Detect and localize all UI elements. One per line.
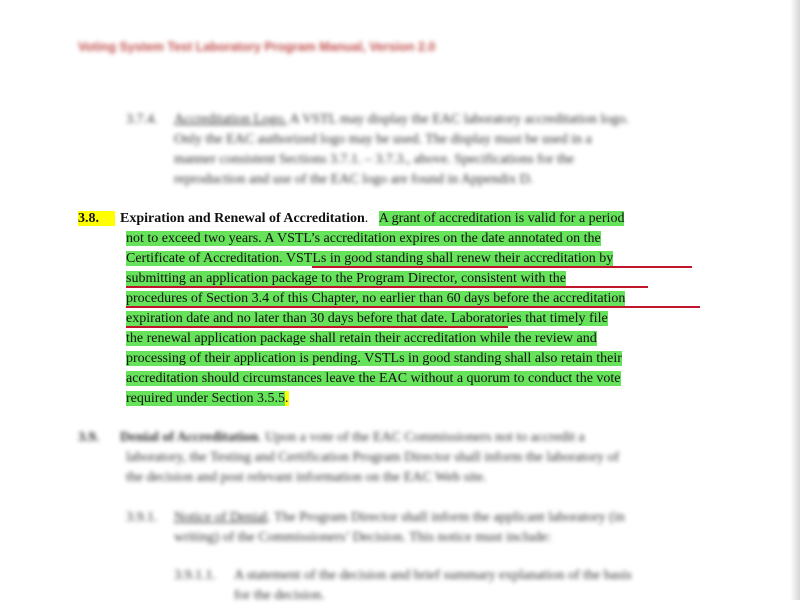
section-line (174, 110, 629, 130)
highlight-yellow: . (285, 391, 289, 406)
section-title: Accreditation Logo. (174, 112, 287, 127)
section-line: reproduction and use of the EAC logo are found in Appendix D. (174, 172, 534, 187)
section-title: Expiration and Renewal of Accreditation (120, 211, 365, 226)
section-line: laboratory, the Testing and Certification Program Director shall inform the laboratory of (126, 450, 620, 465)
highlight-green: processing of their application is pending. (126, 351, 365, 366)
highlight-green: VSTLs in good standing shall also retain their (364, 351, 622, 366)
section-line (126, 329, 597, 349)
section-line (126, 229, 601, 249)
highlight-green: procedures of Section 3.4 of this Chapter, no earlier than 60 days before the accreditation (126, 291, 626, 306)
section-first-line: Expiration and Renewal of Accreditation. A grant of accreditation is valid for a period (120, 211, 625, 226)
section-line: the decision and post relevant information on the EAC Web site. (126, 470, 487, 485)
section-title: Notice of Denial (174, 510, 268, 525)
page-edge-shadow (790, 0, 800, 600)
section-line: Notice of Denial. The Program Director shall inform the applicant laboratory (in (174, 510, 625, 525)
highlight-green: VSTLs in good standing shall renew their accreditation by (285, 251, 614, 266)
section-number: 3.9.1.1. (174, 568, 216, 583)
red-underline (126, 326, 508, 328)
section-number-highlight: 3.8. (78, 211, 115, 226)
highlight-green: the renewal application package shall retain their accreditation while the review and (126, 331, 597, 346)
section-title: Denial of Accreditation (120, 430, 259, 445)
section-line: A statement of the decision and brief summary explanation of the basis (234, 568, 632, 583)
section-line (126, 349, 622, 369)
section-line (126, 369, 621, 389)
highlight-green: not to exceed two years. A VSTL’s accreditation expires on the date annotated on the (126, 231, 601, 246)
section-number: 3.9. (78, 430, 99, 445)
section-number: 3.7.4. (126, 112, 158, 127)
section-line: for the decision. (234, 588, 325, 603)
section-text: A VSTL may display the EAC laboratory accreditation logo. (289, 112, 629, 127)
section-line (126, 389, 289, 409)
section-line: Only the EAC authorized logo may be used. The display must be used in a (174, 132, 592, 147)
highlight-green: Laboratories that timely file (447, 311, 608, 326)
highlight-green: Certificate of Accreditation. (126, 251, 286, 266)
section-number: 3.9.1. (126, 510, 158, 525)
red-underline (126, 306, 700, 308)
red-underline (312, 266, 692, 268)
section-line: manner consistent Sections 3.7.1. – 3.7.3., above. Specifications for the (174, 152, 575, 167)
highlight-green: submitting an application package to the Program Director, consistent with the (126, 271, 566, 286)
highlight-green: expiration date and no later than 30 days before that date. (126, 311, 448, 326)
page-header: Voting System Test Laboratory Program Manual, Version 2.0 (78, 40, 436, 54)
highlight-green: required under Section 3.5.5 (126, 391, 286, 406)
section-line: writing) of the Commissioners’ Decision. This notice must include: (174, 530, 552, 545)
red-underline (126, 286, 648, 288)
section-line: Denial of Accreditation. Upon a vote of the EAC Commissioners not to accredit a (120, 430, 585, 445)
highlight-green: A grant of accreditation is valid for a period (378, 211, 625, 226)
highlight-green: accreditation should circumstances leave the EAC without a quorum to conduct the vote (126, 371, 621, 386)
section-number (78, 209, 120, 229)
